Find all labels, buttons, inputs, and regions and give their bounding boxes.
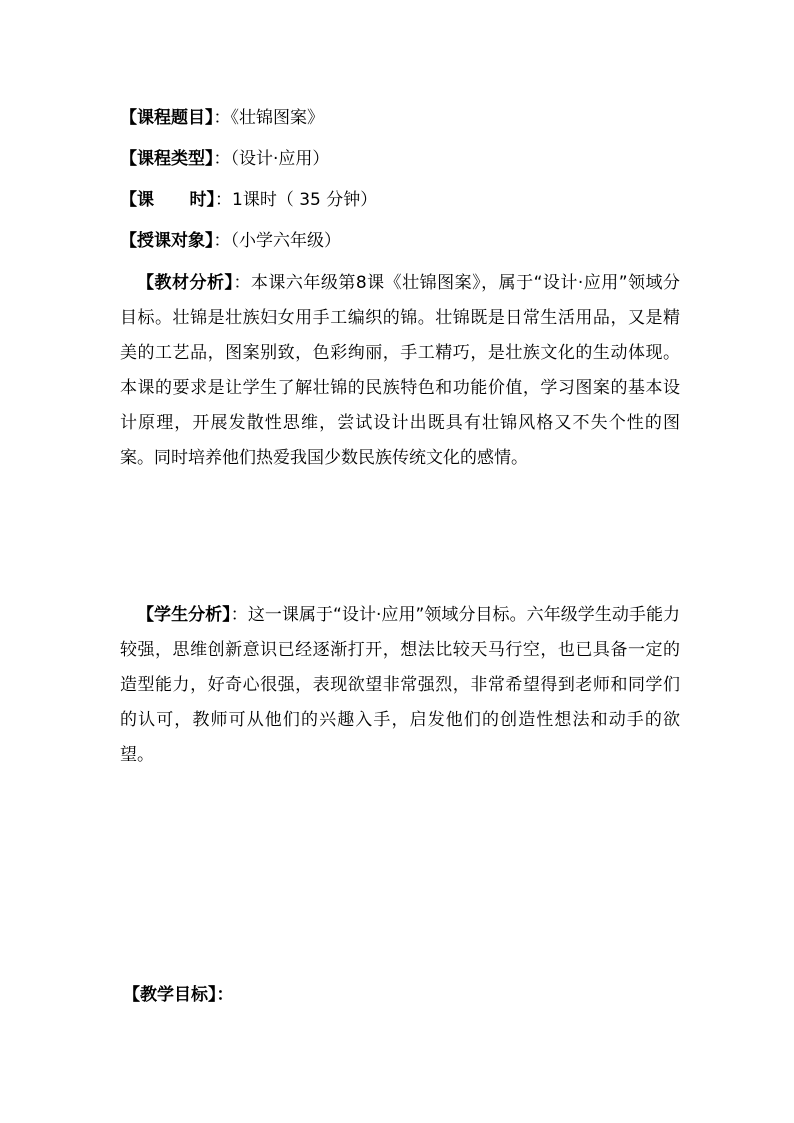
course-audience-value: ：（小学六年级） bbox=[213, 231, 341, 251]
course-audience-line bbox=[120, 229, 680, 253]
teaching-goals-heading: 【教学目标】： bbox=[123, 985, 234, 1005]
textbook-analysis-label: 【教材分析】 bbox=[137, 273, 234, 293]
course-hours-line bbox=[120, 188, 680, 212]
course-type-value: ：（设计·应用） bbox=[213, 149, 330, 169]
textbook-analysis-text: ：本课六年级第8课《壮锦图案》，属于“设计·应用”领域分目标。壮锦是壮族妇女用手工编织的锦。壮锦既是日常生活用品，又是精美的工艺品，图案别致，色彩绚丽，手工精巧，是壮族文化的生动体现。本课的要求是让学生了解壮锦的民族特色和功能价值，学习图案的基本设计原理，开展发散性思维，尝试设计出既具有壮锦风格又不失个性的图案。同时培养他们热爱我国少数民族传统文化的感情。 bbox=[120, 273, 680, 468]
course-hours-value: ：1课时（ 35 分钟） bbox=[215, 190, 378, 210]
textbook-analysis-paragraph bbox=[120, 266, 680, 476]
course-type-label: 【课程类型】 bbox=[120, 149, 214, 169]
course-topic-line bbox=[120, 106, 680, 130]
student-analysis-text: ：这一课属于“设计·应用”领域分目标。六年级学生动手能力较强，思维创新意识已经逐渐打开，想法比较天马行空，也已具备一定的造型能力，好奇心很强，表现欲望非常强烈，非常希望得到老师和同学们的认可，教师可从他们的兴趣入手，启发他们的创造性想法和动手的欲望。 bbox=[120, 605, 680, 765]
course-topic-label: 【课程题目】 bbox=[120, 108, 214, 128]
course-type-line bbox=[120, 147, 680, 171]
course-hours-label: 【课 时】 bbox=[120, 190, 216, 210]
course-audience-label: 【授课对象】 bbox=[120, 231, 214, 251]
course-topic-value: ：《壮锦图案》 bbox=[213, 108, 324, 128]
student-analysis-paragraph bbox=[120, 598, 680, 773]
student-analysis-label: 【学生分析】 bbox=[137, 605, 231, 625]
